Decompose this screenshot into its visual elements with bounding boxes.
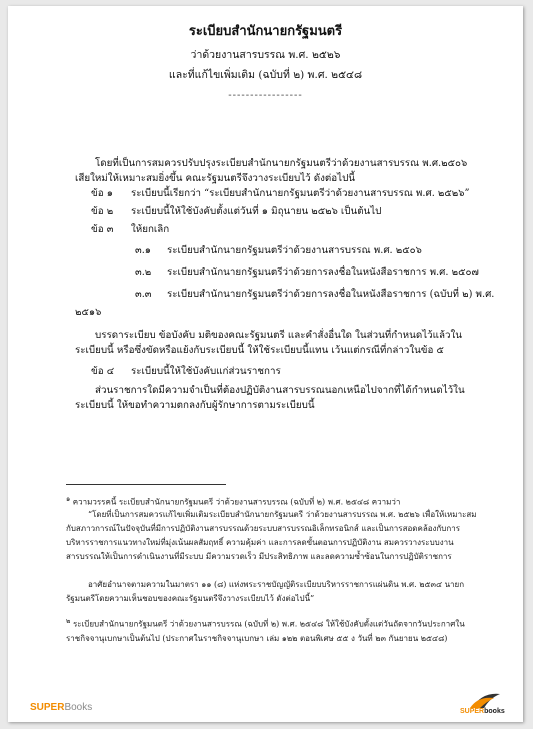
footnote-1: $^๑$ ความวรรคนี้ ระเบียบสำนักนายกรัฐมนตรี ว่าด้วยงานสารบรรณ (ฉบับที่ ๒) พ.ศ. ๒๕๔๘ ความว่า [66, 495, 401, 507]
clause-3 [75, 222, 475, 237]
clause-text: ระเบียบนี้เรียกว่า “ระเบียบสำนักนายกรัฐมนตรีว่าด้วยงานสารบรรณ พ.ศ. ๒๕๒๖” [131, 188, 470, 199]
clause-text: ระเบียบนี้ให้ใช้บังคับตั้งแต่วันที่ ๑ มิถุนายน ๒๕๒๖ เป็นต้นไป [131, 206, 382, 217]
clause-number: ข้อ ๒ [91, 206, 114, 217]
repeal-paragraph: บรรดาระเบียบ ข้อบังคับ มติของคณะรัฐมนตรี และคำสั่งอื่นใด ในส่วนที่กำหนดไว้แล้วในระเบียบนี้ หรือซึ่งขัดหรือแย้งกับระเบียบนี้ ให้ใช้ระเบียบนี้แทน เว้นแต่กรณีที่กล่าวในข้อ ๕ [75, 330, 462, 356]
footnote-1-quote: “โดยที่เป็นการสมควรแก้ไขเพิ่มเติมระเบียบสำนักนายกรัฐมนตรี ว่าด้วยงานสารบรรณ พ.ศ. ๒๕๒๖ เพื่อให้เหมาะสมกับสภาวการณ์ในปัจจุบันที่มีการปฏิบัติงานสารบรรณด้วยระบบสารบรรณอิเล็กทรอนิกส์ และเป็นการสอดคล้องกับการบริหารราชการแนวทางใหม่ที่มุ่งเน้นผลสัมฤทธิ์ ความคุ้มค่า และการลดขั้นตอนการปฏิบัติงาน สมควรวางระบบงานสารบรรณให้เป็นการดำเนินงานที่มีระบบ มีความรวดเร็ว มีประสิทธิภาพ และลดความซ้ำซ้อนในการปฏิบัติราชการ [66, 510, 477, 561]
footnote-1-authority: อาศัยอำนาจตามความในมาตรา ๑๑ (๘) แห่งพระราชบัญญัติระเบียบบริหารราชการแผ่นดิน พ.ศ. ๒๕๓๔ นายกรัฐมนตรีโดยความเห็นชอบของคณะรัฐมนตรีจึงวางระเบียบไว้ ดังต่อไปนี้” [66, 580, 465, 603]
clause-number: ข้อ ๓ [91, 224, 114, 235]
clause-text: ให้ยกเลิก [131, 224, 170, 235]
subclause-3-1 [135, 243, 422, 258]
intro-paragraph: โดยที่เป็นการสมควรปรับปรุงระเบียบสำนักนายกรัฐมนตรีว่าด้วยงานสารบรรณ พ.ศ.๒๕๐๖ เสียใหม่ให้เหมาะสมยิ่งขึ้น คณะรัฐมนตรีจึงวางระเบียบไว้ ดังต่อไปนี้ [75, 158, 468, 184]
footer-brand [30, 702, 92, 713]
subclause-text: ระเบียบสำนักนายกรัฐมนตรีว่าด้วยการลงชื่อในหนังสือราชการ (ฉบับที่ ๒) พ.ศ. [167, 289, 495, 300]
footer-brand-prefix: SUPER [30, 702, 65, 713]
logo-suffix: books [484, 708, 505, 715]
footer-brand-suffix: Books [64, 702, 93, 713]
document-amendment: และที่แก้ไขเพิ่มเติม (ฉบับที่ ๒) พ.ศ. ๒๕๔๘ [168, 69, 363, 81]
clause-number: ข้อ ๑ [91, 188, 113, 199]
logo-wordmark [460, 708, 505, 715]
document-page [8, 6, 523, 722]
clause-4-paragraph: ส่วนราชการใดมีความจำเป็นที่ต้องปฏิบัติงานสารบรรณนอกเหนือไปจากที่ได้กำหนดไว้ในระเบียบนี้ ให้ขอทำความตกลงกับผู้รักษาการตามระเบียบนี้ [75, 385, 465, 411]
clause-text: ระเบียบนี้ให้ใช้บังคับแก่ส่วนราชการ [131, 366, 281, 377]
clause-4 [75, 364, 475, 379]
clause-1 [75, 186, 475, 201]
document-subtitle: ว่าด้วยงานสารบรรณ พ.ศ. ๒๕๒๖ [190, 49, 341, 61]
subclause-number: ๓.๑ [135, 245, 152, 256]
footnote-2: $^๒$ ระเบียบสำนักนายกรัฐมนตรี ว่าด้วยงานสารบรรณ (ฉบับที่ ๒) พ.ศ. ๒๕๔๘ ให้ใช้บังคับตั้งแต่วันถัดจากวันประกาศในราชกิจจานุเบกษาเป็นต้นไป (ประกาศในราชกิจจานุเบกษา เล่ม ๑๒๒ ตอนพิเศษ ๕๕ ง วันที่ ๒๓ กันยายน ๒๕๔๘) [66, 617, 465, 643]
subclause-3-3 [135, 287, 494, 302]
separator-line: ----------------- [228, 90, 303, 101]
clause-number: ข้อ ๔ [91, 366, 115, 377]
subclause-3-2 [135, 265, 479, 280]
logo-prefix: SUPER [460, 708, 485, 715]
footnote-2-text: ระเบียบสำนักนายกรัฐมนตรี ว่าด้วยงานสารบรรณ (ฉบับที่ ๒) พ.ศ. ๒๕๔๘ ให้ใช้บังคับตั้งแต่วันถัดจากวันประกาศในราชกิจจานุเบกษาเป็นต้นไป (ประกาศในราชกิจจานุเบกษา เล่ม ๑๒๒ ตอนพิเศษ ๕๕ ง วันที่ ๒๓ กันยายน ๒๕๔๘) [66, 619, 465, 643]
footnote-1-text: ความวรรคนี้ ระเบียบสำนักนายกรัฐมนตรี ว่าด้วยงานสารบรรณ (ฉบับที่ ๒) พ.ศ. ๒๕๔๘ ความว่า [72, 497, 401, 507]
document-title: ระเบียบสำนักนายกรัฐมนตรี [188, 24, 343, 39]
subclause-continuation: ๒๕๑๖ [75, 307, 102, 318]
footnote-rule [66, 484, 226, 485]
subclause-text: ระเบียบสำนักนายกรัฐมนตรีว่าด้วยการลงชื่อในหนังสือราชการ พ.ศ. ๒๕๐๗ [167, 267, 479, 278]
subclause-number: ๓.๒ [135, 267, 152, 278]
subclause-text: ระเบียบสำนักนายกรัฐมนตรีว่าด้วยงานสารบรรณ พ.ศ. ๒๕๐๖ [167, 245, 422, 256]
subclause-number: ๓.๓ [135, 289, 152, 300]
clause-2 [75, 204, 475, 219]
